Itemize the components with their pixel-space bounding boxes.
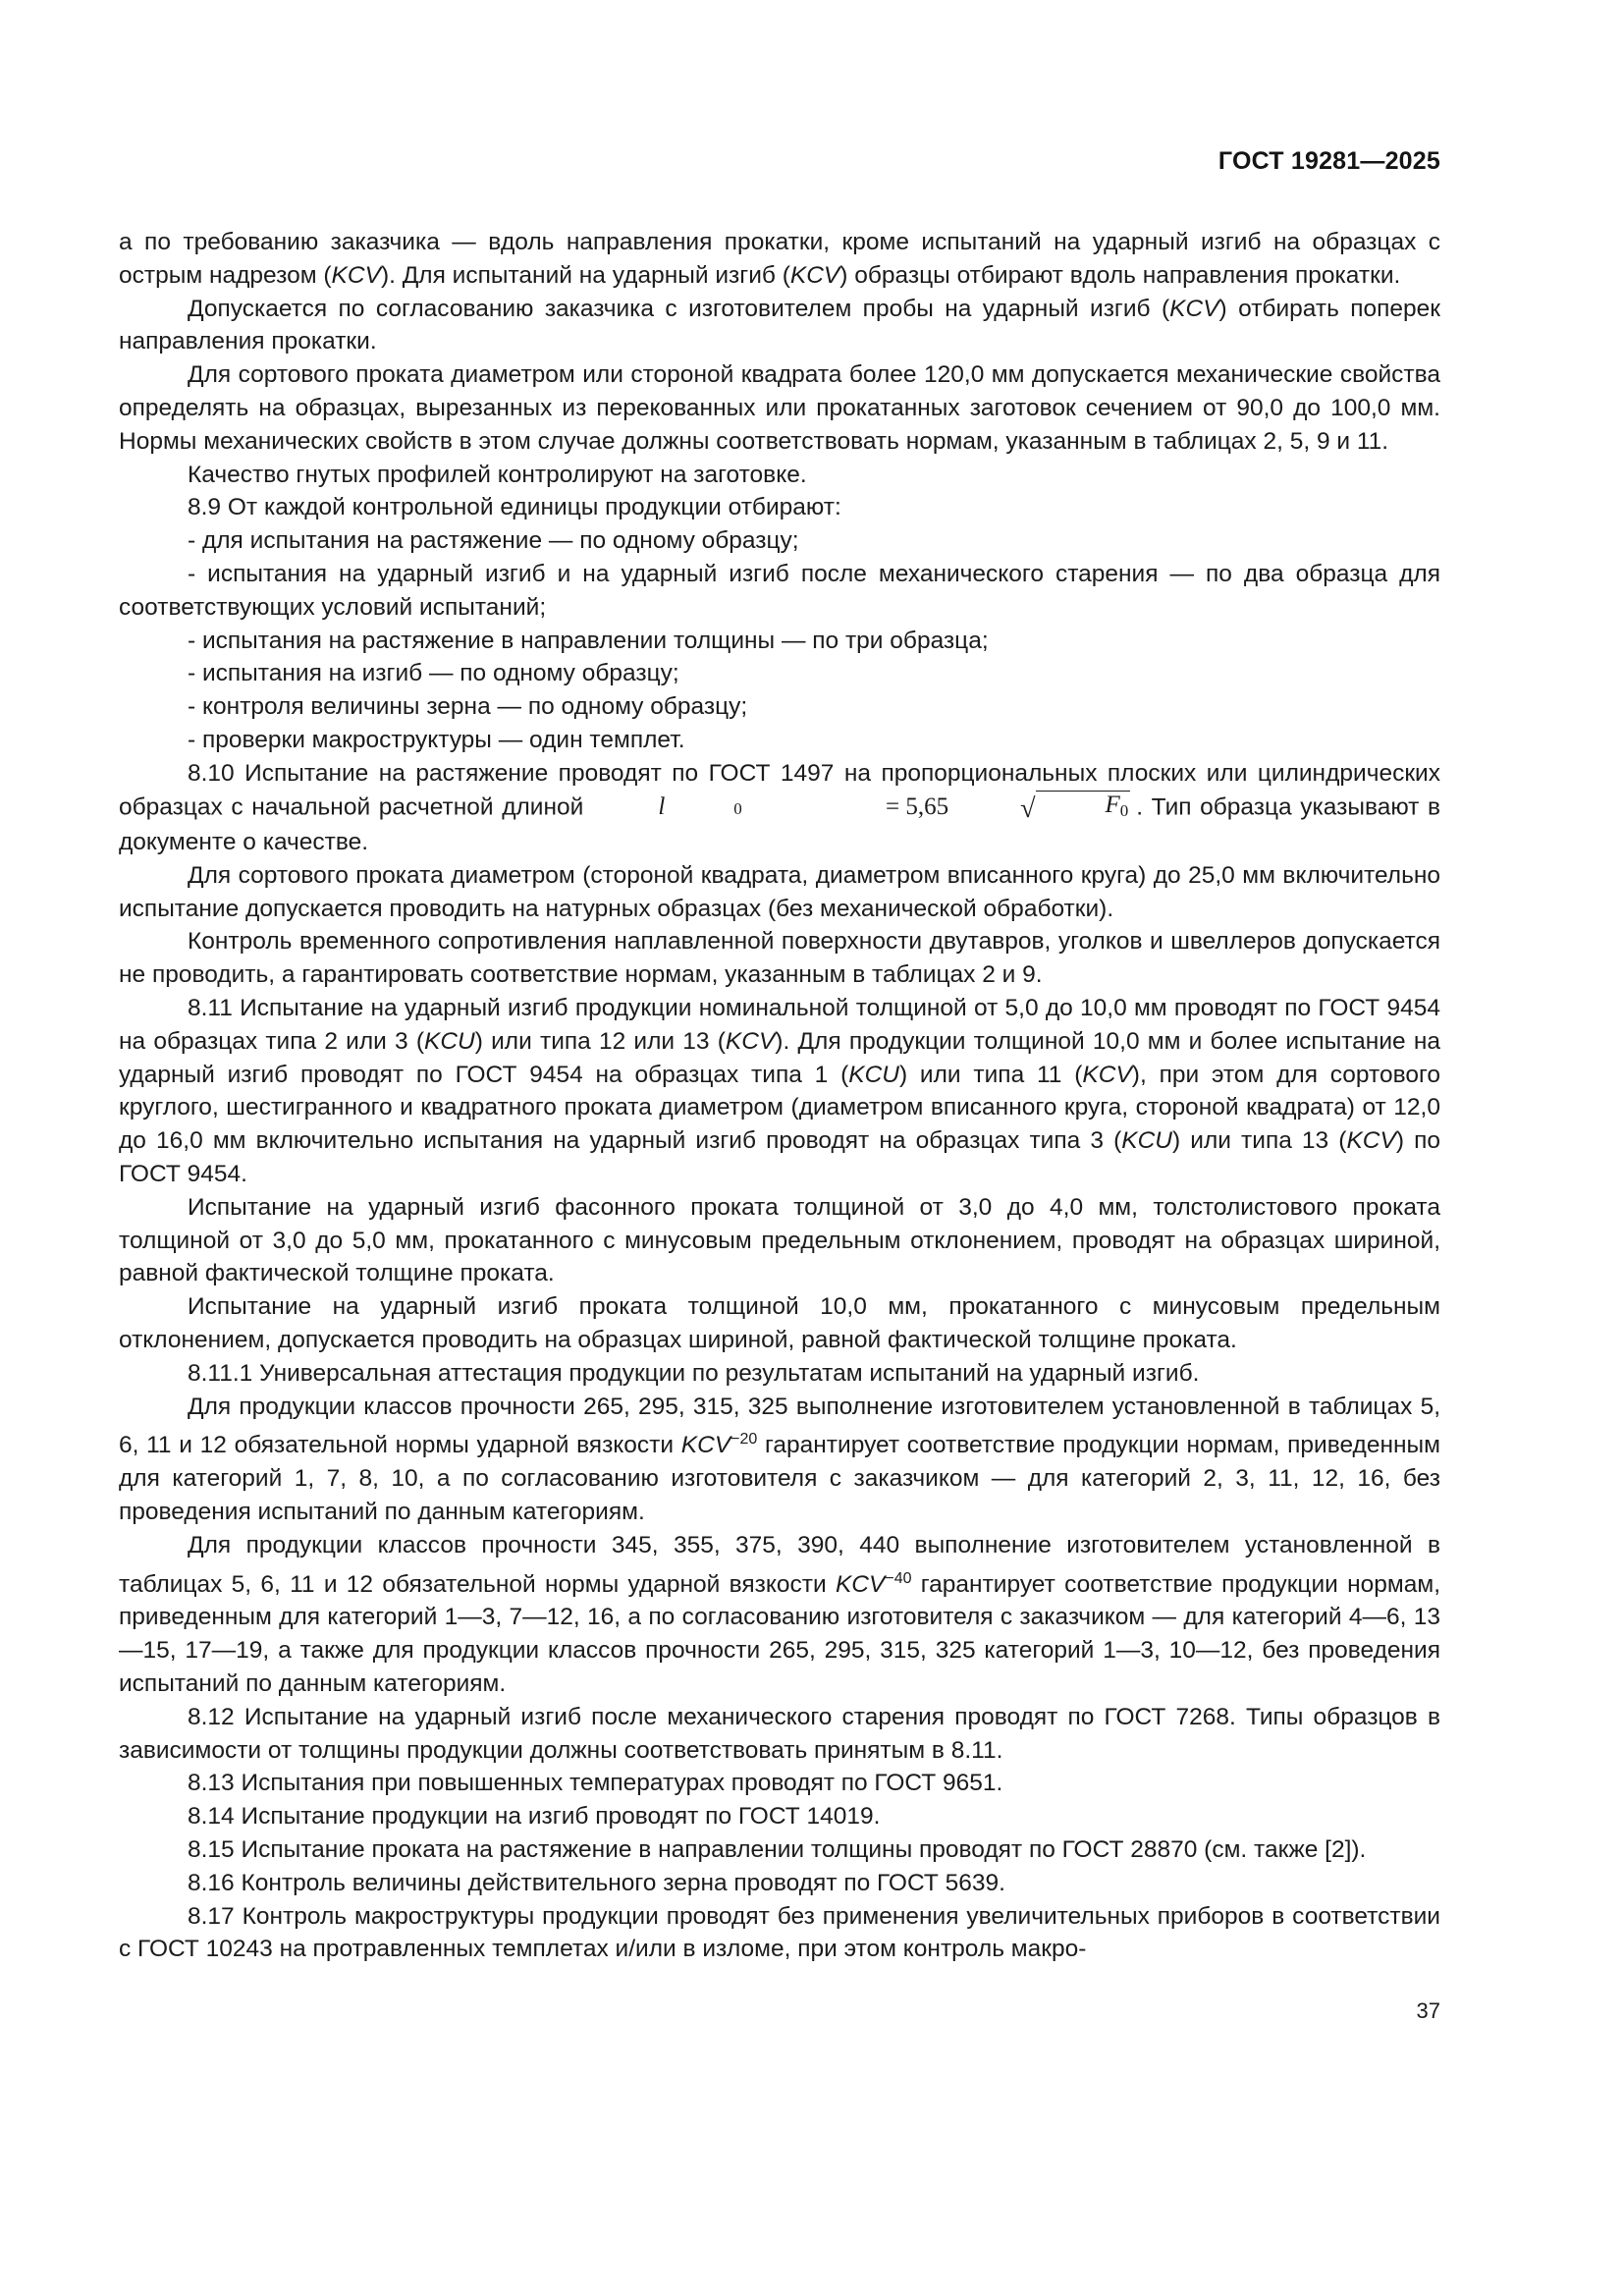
clause-text: 8.10 Испытание на растяжение проводят по ГОСТ 1497 на пропорциональных плоских или цилиндрических образцах с начальной расчетной длиной — [119, 759, 1440, 821]
paragraph: Допускается по согласованию заказчика с изготовителем пробы на ударный изгиб (KCV) отбирать поперек направления прокатки. — [119, 295, 1440, 355]
clause-8-17: 8.17 Контроль макроструктуры продукции проводят без применения увеличительных приборов в соответствии с ГОСТ 10243 на протравленных темплетах и/или в изломе, при этом контроль макро- — [119, 1902, 1440, 1963]
paragraph: Для сортового проката диаметром или стороной квадрата более 120,0 мм допускается механические свойства определять на образцах, вырезанных из перекованных или прокатанных заготовок сечением от 90,0 до 100,0 мм. Нормы механических свойств в этом случае должны соответствовать нормам, указанным в таблицах 2, 5, 9 и 11. — [119, 361, 1440, 455]
clause-8-11: 8.11 Испытание на ударный изгиб продукции номинальной толщиной от 5,0 до 10,0 мм проводят по ГОСТ 9454 на образцах типа 2 или 3 (KCU) или типа 12 или 13 (KCV). Для продукции толщиной 10,0 мм и более испытание на ударный изгиб проводят по ГОСТ 9454 на образцах типа 1 (KCU) или типа 11 (KCV), при этом для сортового круглого, шестигранного и квадратного проката диаметром (диаметром вписанного круга, стороной квадрата) от 12,0 до 16,0 мм включительно испытания на ударный изгиб проводят на образцах типа 3 (KCU) или типа 13 (KCV) по ГОСТ 9454. — [119, 995, 1440, 1187]
clause-text: . Тип образца указывают в документе о качестве. — [119, 793, 1440, 856]
paragraph: Испытание на ударный изгиб проката толщиной 10,0 мм, прокатанного с минусовым предельным отклонением, допускается проводить на образцах шириной, равной фактической толщине проката. — [119, 1293, 1440, 1353]
paragraph: а по требованию заказчика — вдоль направления прокатки, кроме испытаний на ударный изгиб на образцах с острым надрезом (KCV). Для испытаний на ударный изгиб (KCV) образцы отбирают вдоль направления прокатки. — [119, 229, 1440, 289]
list-item: - испытания на растяжение в направлении толщины — по три образца; — [188, 627, 989, 654]
list-item: - испытания на изгиб — по одному образцу; — [188, 660, 679, 687]
list-item: - испытания на ударный изгиб и на ударный изгиб после механического старения — по два образца для соответствующих условий испытаний; — [119, 560, 1440, 621]
list-item: - контроля величины зерна — по одному образцу; — [188, 693, 748, 721]
formula-f: F — [1105, 791, 1120, 818]
list-item: - для испытания на растяжение — по одному образцу; — [188, 527, 799, 555]
list-item: - проверки макроструктуры — один темплет. — [188, 726, 685, 753]
standard-header: ГОСТ 19281—2025 — [1217, 147, 1440, 175]
paragraph — [119, 1391, 1440, 1529]
kcv-superscript: −40 — [885, 1569, 912, 1587]
clause-8-9: 8.9 От каждой контрольной единицы продукции отбирают: — [188, 494, 841, 521]
paragraph: Испытание на ударный изгиб фасонного проката толщиной от 3,0 до 4,0 мм, толстолистового проката толщиной от 3,0 до 5,0 мм, прокатанного с минусовым предельным отклонением, проводят на образцах шириной, равной фактической толщине проката. — [119, 1193, 1440, 1287]
paragraph: Качество гнутых профилей контролируют на заготовке. — [188, 461, 807, 488]
paragraph — [119, 1529, 1440, 1701]
formula-l: l — [658, 793, 666, 821]
formula-l-sub: 0 — [733, 799, 742, 819]
paragraph: Контроль временного сопротивления наплавленной поверхности двутавров, уголков и швеллеров допускается не проводить, а гарантировать соответствие нормам, указанным в таблицах 2 и 9. — [119, 928, 1440, 989]
clause-text: гарантирует соответствие продукции нормам, приведенным для категорий 1, 7, 8, 10, а по согласованию изготовителя с заказчиком — для категорий 2, 3, 11, 12, 16, без проведения испытаний по данным категориям. — [119, 1432, 1440, 1525]
clause-text: Для продукции классов прочности 345, 355, 375, 390, 440 выполнение изготовителем установленной в таблицах 5, 6, 11 и 12 обязательной нормы ударной вязкости KCV — [119, 1531, 1440, 1598]
clause-8-12: 8.12 Испытание на ударный изгиб после механического старения проводят по ГОСТ 7268. Типы образцов в зависимости от толщины продукции должны соответствовать принятым в 8.11. — [119, 1703, 1440, 1764]
formula-f-sub: 0 — [1119, 800, 1129, 820]
clause-8-13: 8.13 Испытания при повышенных температурах проводят по ГОСТ 9651. — [188, 1770, 1003, 1797]
kcv-superscript: −20 — [730, 1431, 758, 1449]
clause-8-14: 8.14 Испытание продукции на изгиб проводят по ГОСТ 14019. — [188, 1803, 881, 1831]
clause-text: Для продукции классов прочности 265, 295, 315, 325 выполнение изготовителем установленной в таблицах 5, 6, 11 и 12 обязательной нормы ударной вязкости KCV — [119, 1393, 1440, 1459]
sqrt-icon: √ $F_0$ — [1020, 791, 1129, 825]
document-body — [119, 226, 1440, 1966]
formula-eq: = 5,65 — [886, 793, 949, 821]
clause-8-11-1: 8.11.1 Универсальная аттестация продукции по результатам испытаний на ударный изгиб. — [188, 1359, 1200, 1387]
clause-8-16: 8.16 Контроль величины действительного зерна проводят по ГОСТ 5639. — [188, 1869, 1005, 1896]
clause-8-10 — [119, 757, 1440, 859]
page-number: 37 — [1416, 1998, 1440, 2023]
paragraph: Для сортового проката диаметром (стороной квадрата, диаметром вписанного круга) до 25,0 мм включительно испытание допускается проводить на натурных образцах (без механической обработки). — [119, 861, 1440, 922]
gauge-length-formula — [589, 791, 1130, 826]
clause-8-15: 8.15 Испытание проката на растяжение в направлении толщины проводят по ГОСТ 28870 (см. также [2]). — [188, 1835, 1367, 1863]
clause-text: гарантирует соответствие продукции нормам, приведенным для категорий 1—3, 7—12, 16, а по согласованию изготовителя с заказчиком — для категорий 4—6, 13—15, 17—19, а также для продукции классов прочности 265, 295, 315, 325 категорий 1—3, 10—12, без проведения испытаний по данным категориям. — [119, 1570, 1441, 1697]
